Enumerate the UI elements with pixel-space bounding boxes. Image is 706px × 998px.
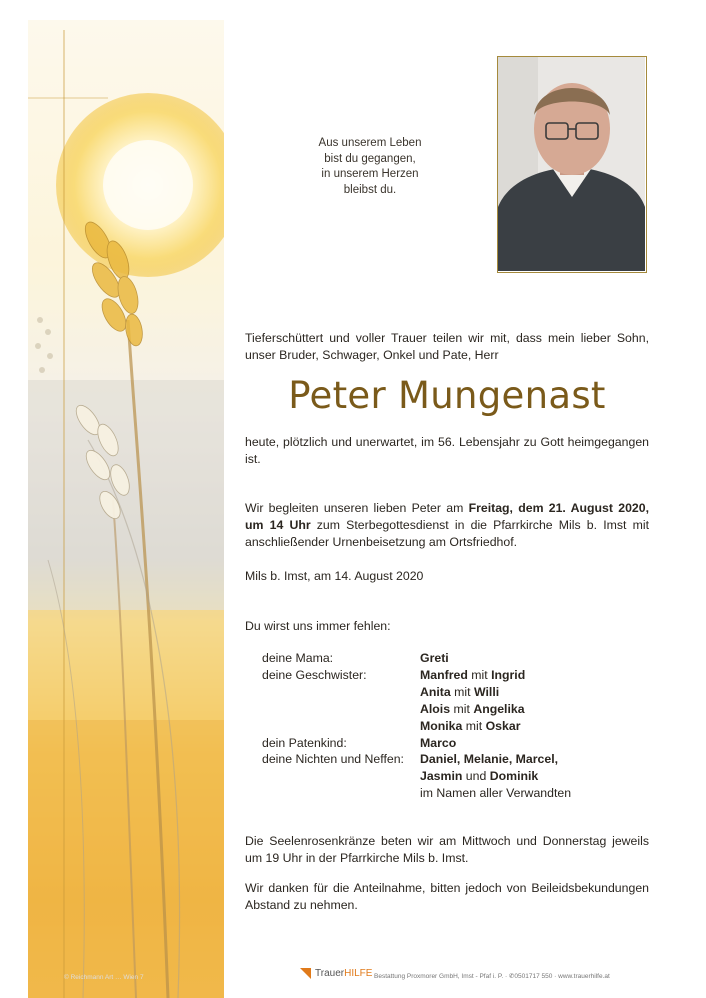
- artwork-copyright: © Reichmann Art … Wien 7: [64, 974, 144, 981]
- relatives-line: im Namen aller Verwandten: [420, 786, 572, 801]
- footer-contact: Bestattung Proxmorer GmbH, Imst - Pfaf i. P. · ✆0501717 550 · www.trauerhilfe.at: [374, 973, 610, 980]
- place-date: Mils b. Imst, am 14. August 2020: [245, 569, 424, 583]
- verse-line: bist du gegangen,: [324, 152, 416, 165]
- connector: mit: [450, 684, 474, 699]
- survivor-name: Marco: [420, 735, 457, 750]
- portrait-photo: [497, 56, 647, 273]
- connector: mit: [467, 667, 492, 682]
- survivor-name: Jasmin: [420, 769, 463, 784]
- survivor-name: Alois: [420, 701, 451, 716]
- verse-line: Aus unserem Leben: [318, 137, 422, 149]
- brand-name-a: Trauer: [315, 968, 345, 979]
- missed-line: Du wirst uns immer fehlen:: [245, 619, 391, 633]
- connector: und: [462, 769, 490, 784]
- survivor-name: Manfred: [420, 667, 468, 682]
- verse-line: bleibst du.: [343, 183, 397, 196]
- funeral-text-2: zum Sterbegottesdienst in die Pfarrkirche Mils b. Imst mit anschließender Urnenbeisetzung am Ortsfriedhof.: [245, 518, 649, 549]
- survivor-row: [262, 735, 571, 752]
- survivors-list: [262, 650, 571, 802]
- footer: [0, 966, 706, 988]
- survivor-row: [262, 785, 571, 802]
- survivor-name: Ingrid: [491, 667, 526, 682]
- funeral-details: [245, 500, 649, 551]
- intro-text: Tieferschüttert und voller Trauer teilen wir mit, dass mein lieber Sohn, unser Bruder, Schwager, Onkel und Pate, Herr: [245, 331, 649, 362]
- survivor-name: Oskar: [485, 718, 521, 733]
- funeral-datetime: Freitag, dem 21. August 2020, um 14 Uhr: [245, 501, 650, 532]
- survivor-name: Monika: [420, 718, 463, 733]
- survivor-row: [262, 701, 571, 718]
- survivor-name: Daniel, Melanie, Marcel,: [420, 752, 559, 767]
- thanks-notice: Wir danken für die Anteilnahme, bitten jedoch von Beileidsbekundungen Abstand zu nehmen.: [245, 881, 649, 912]
- brand-name-b: HILFE: [344, 968, 373, 979]
- verse-line: in unserem Herzen: [321, 168, 419, 181]
- funeral-text-1: Wir begleiten unseren lieben Peter am: [245, 501, 469, 515]
- rosary-notice: Die Seelenrosenkränze beten wir am Mittwoch und Donnerstag jeweils um 19 Uhr in der Pfarrkirche Mils b. Imst.: [245, 834, 649, 865]
- survivor-name: Greti: [420, 651, 449, 665]
- connector: mit: [450, 701, 474, 716]
- survivor-row: [262, 718, 571, 735]
- survivor-name: Anita: [420, 684, 451, 699]
- survivor-row: [262, 667, 571, 684]
- relation-label: deine Geschwister:: [262, 667, 367, 682]
- survivor-row: [262, 768, 571, 785]
- deceased-name: Peter Mungenast: [288, 374, 606, 417]
- trauerhilfe-logo[interactable]: [300, 968, 372, 979]
- relation-label: deine Mama:: [262, 651, 334, 665]
- connector: mit: [462, 718, 486, 733]
- survivor-row: [262, 650, 571, 667]
- relation-label: deine Nichten und Neffen:: [262, 752, 404, 767]
- relation-label: dein Patenkind:: [262, 735, 347, 750]
- survivor-row: [262, 684, 571, 701]
- survivor-name: Willi: [473, 684, 500, 699]
- survivor-name: Dominik: [489, 769, 539, 784]
- survivor-name: Angelika: [473, 701, 525, 716]
- wheat-watercolor-artwork: [28, 20, 224, 998]
- survivor-row: [262, 751, 571, 768]
- memorial-verse: [300, 136, 440, 198]
- logo-icon: [300, 968, 311, 979]
- death-notice: heute, plötzlich und unerwartet, im 56. Lebensjahr zu Gott heimgegangen ist.: [245, 435, 649, 466]
